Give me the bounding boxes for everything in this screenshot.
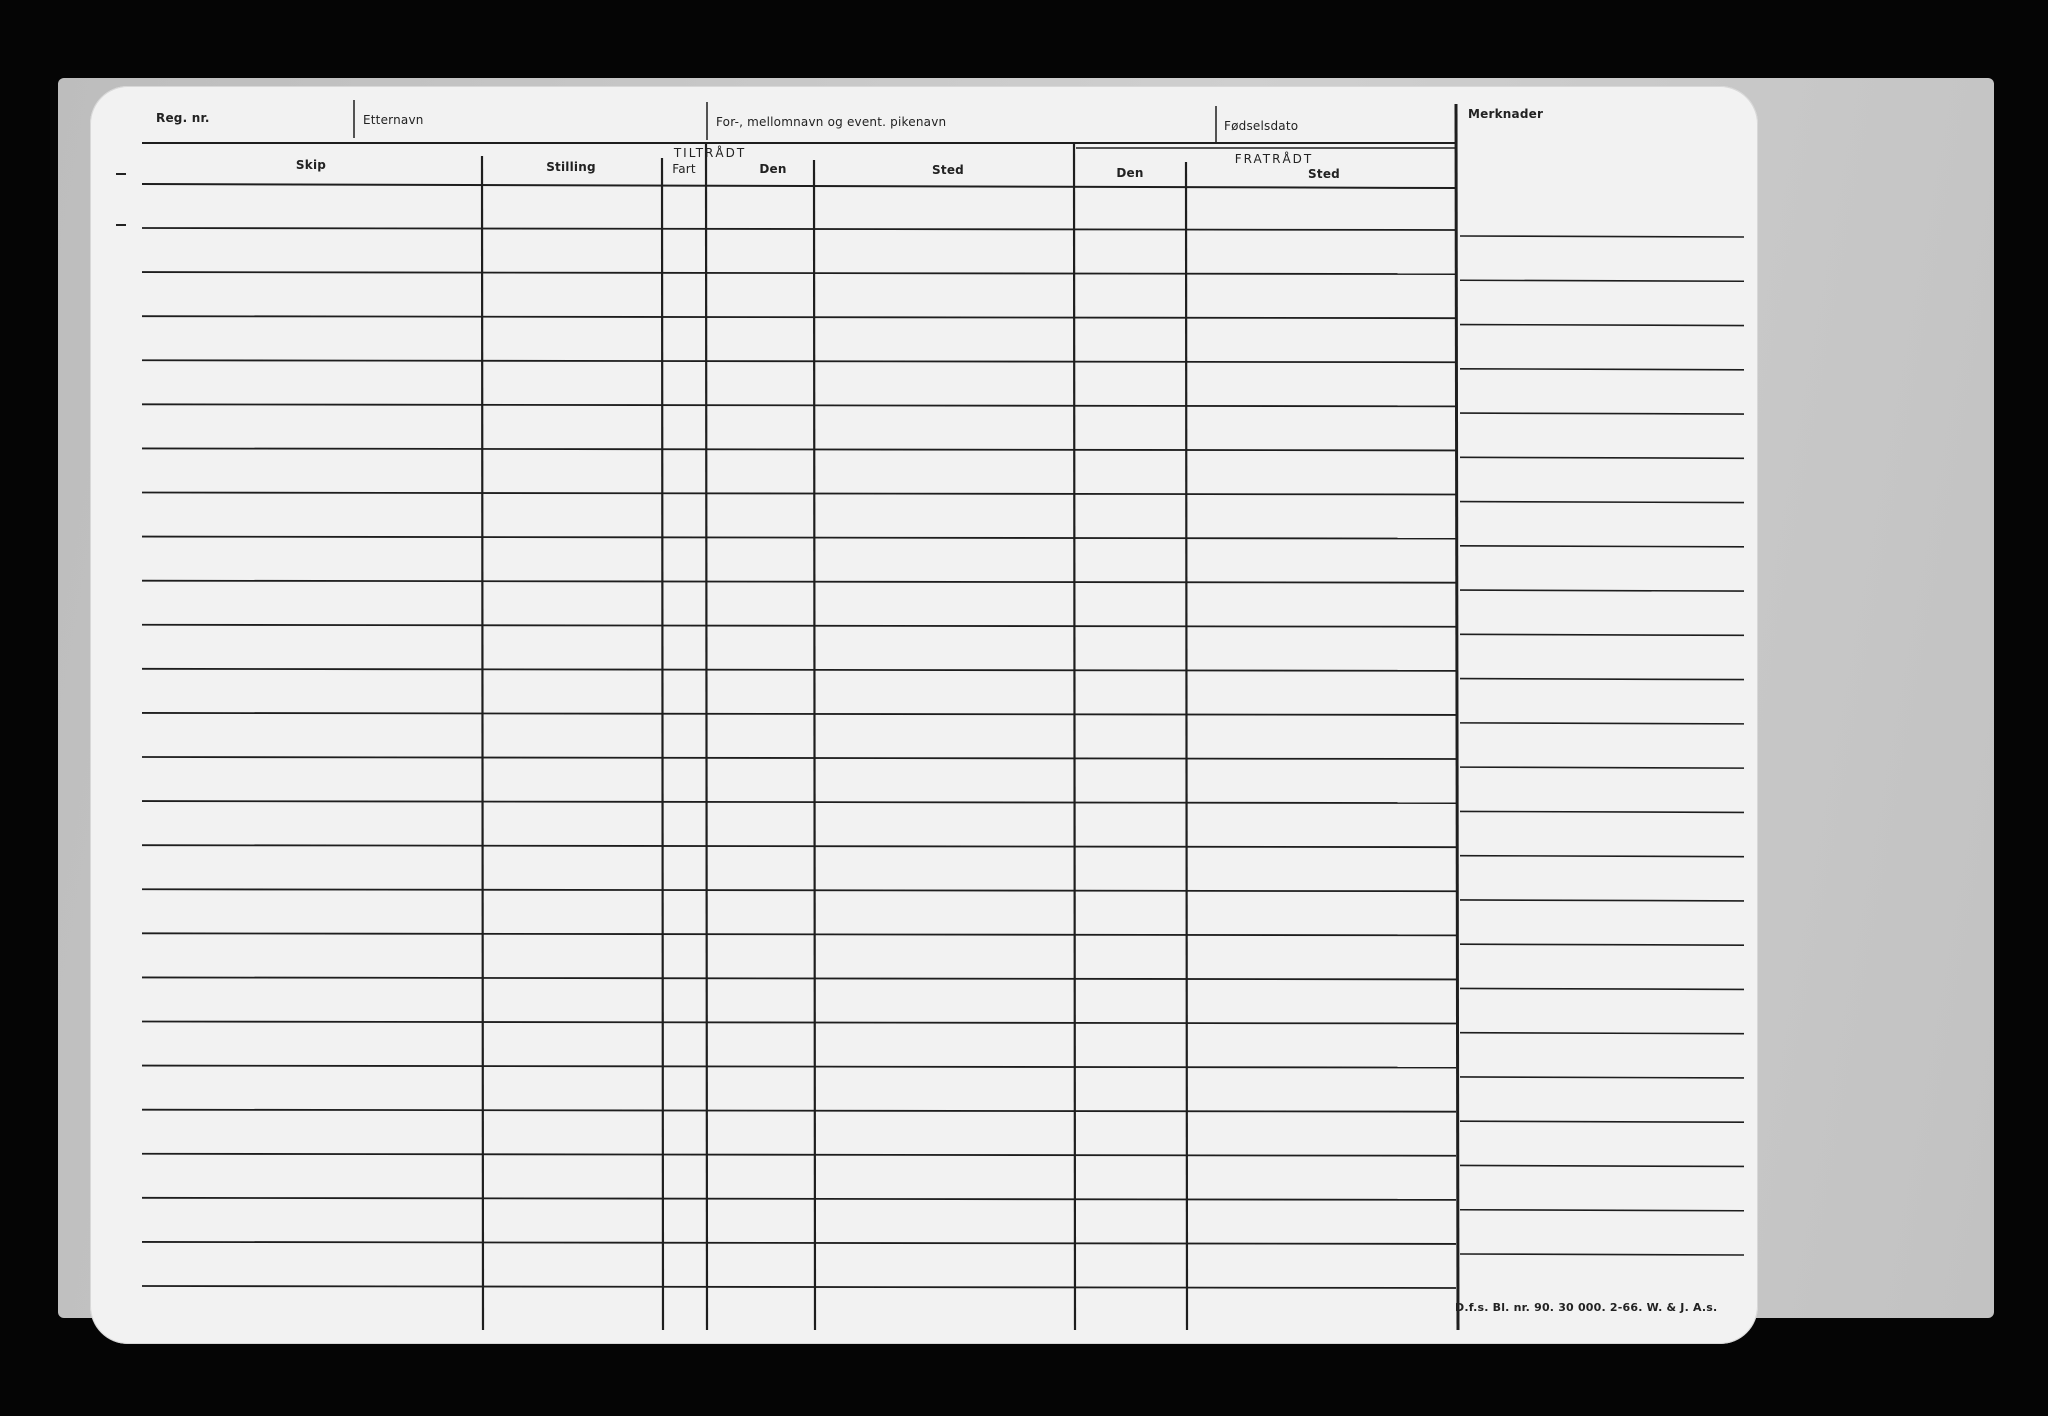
table-row-rule	[142, 1066, 1456, 1068]
table-row-rule	[142, 1286, 1456, 1288]
merknader-row-rule	[1460, 1121, 1744, 1122]
merknader-row-rule	[1460, 1077, 1744, 1078]
table-row-rule	[142, 933, 1456, 935]
table-row-rule	[142, 977, 1456, 979]
table-row-rule	[142, 757, 1456, 759]
table-row-rule	[142, 581, 1456, 583]
table-row-rule	[142, 845, 1456, 847]
merknader-row-rule	[1460, 900, 1744, 901]
fratradt-group-header: FRATRÅDT	[1234, 152, 1314, 166]
table-column-rule	[482, 156, 483, 1330]
merknader-separator	[1456, 104, 1458, 1330]
table-row-rule	[142, 801, 1456, 803]
table-row-rule	[142, 1198, 1456, 1200]
form-grid	[90, 86, 1758, 1344]
merknader-row-rule	[1460, 325, 1744, 326]
table-row-rule	[142, 625, 1456, 627]
merknader-row-rule	[1460, 280, 1744, 281]
merknader-row-rule	[1460, 679, 1744, 680]
table-row-rule	[142, 272, 1456, 274]
merknader-row-rule	[1460, 1254, 1744, 1255]
table-row-rule	[142, 1154, 1456, 1156]
merknader-row-rule	[1460, 413, 1744, 414]
table-row-rule	[142, 669, 1456, 671]
merknader-row-rule	[1460, 502, 1744, 503]
merknader-row-rule	[1460, 944, 1744, 945]
margin-tick	[116, 173, 126, 175]
merknader-row-rule	[1460, 546, 1744, 547]
table-column-rule	[1074, 142, 1075, 1330]
table-row-rule	[142, 404, 1456, 406]
merknader-row-rule	[1460, 590, 1744, 591]
table-row-rule	[142, 713, 1456, 715]
etternavn-label: Etternavn	[363, 113, 424, 127]
form-footer: D.f.s. Bl. nr. 90. 30 000. 2-66. W. & J. A.s.	[1455, 1301, 1718, 1314]
stilling-column-header: Stilling	[546, 160, 596, 174]
merknader-row-rule	[1460, 767, 1744, 768]
table-row-rule	[142, 316, 1456, 318]
merknader-row-rule	[1460, 457, 1744, 458]
table-row-rule	[142, 228, 1456, 230]
fratradt-sted-column-header: Sted	[1308, 167, 1340, 181]
margin-tick	[116, 224, 126, 226]
merknader-row-rule	[1460, 236, 1744, 237]
merknader-row-rule	[1460, 723, 1744, 724]
fodselsdato-label: Fødselsdato	[1224, 119, 1299, 133]
table-column-rule	[814, 160, 815, 1330]
table-row-rule	[142, 1110, 1456, 1112]
table-row-rule	[142, 537, 1456, 539]
table-row-rule	[142, 360, 1456, 362]
merknader-row-rule	[1460, 856, 1744, 857]
fart-column-header: Fart	[672, 162, 696, 176]
merknader-label: Merknader	[1468, 107, 1544, 121]
fratradt-den-column-header: Den	[1116, 166, 1144, 180]
skip-column-header: Skip	[295, 158, 327, 172]
merknader-row-rule	[1460, 988, 1744, 989]
tiltradt-sted-column-header: Sted	[932, 163, 964, 177]
reg-nr-label: Reg. nr.	[156, 111, 210, 125]
merknader-row-rule	[1460, 811, 1744, 812]
table-row-rule	[142, 889, 1456, 891]
table-column-rule	[706, 142, 707, 1330]
tiltradt-group-header: TILTRÅDT	[673, 146, 747, 160]
table-row-rule	[142, 493, 1456, 495]
merknader-row-rule	[1460, 1033, 1744, 1034]
table-column-rule	[1186, 162, 1187, 1330]
merknader-row-rule	[1460, 1210, 1744, 1211]
table-column-rule	[662, 158, 663, 1330]
tiltradt-den-column-header: Den	[759, 162, 787, 176]
table-row-rule	[142, 1242, 1456, 1244]
column-header-divider	[142, 184, 1456, 188]
merknader-row-rule	[1460, 1165, 1744, 1166]
table-row-rule	[142, 1022, 1456, 1024]
registration-card	[90, 86, 1758, 1344]
merknader-row-rule	[1460, 369, 1744, 370]
merknader-row-rule	[1460, 634, 1744, 635]
fornavn-label: For-, mellomnavn og event. pikenavn	[716, 115, 947, 129]
table-row-rule	[142, 448, 1456, 450]
